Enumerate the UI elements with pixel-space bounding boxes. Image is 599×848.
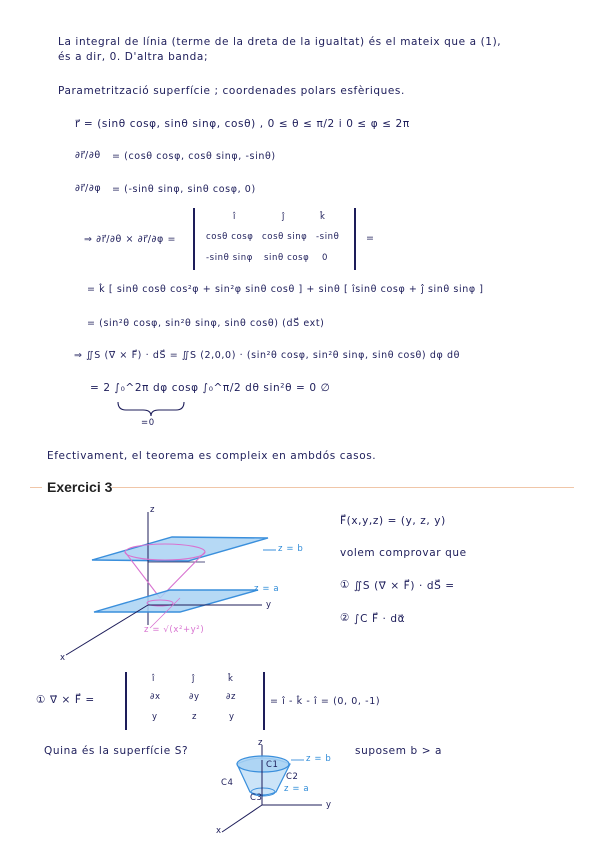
assumption-text: suposem b > a [355,745,443,757]
cross-m-1-1: î [233,212,236,222]
curl-m-2-1: ∂x [150,692,161,702]
curl-lhs: ① ∇⃗ × F⃗ = [36,694,95,706]
curl-m-3-2: z [192,712,198,722]
cross-m-2-1: cosθ cosφ [206,232,254,242]
cross-equals: = [366,233,375,244]
item-2-expression: ∫C F⃗ · dα⃗ [354,613,406,625]
item-2-label: ② [340,612,351,624]
parametrization-heading: Parametrització superfície ; coordenades polars esfèriques. [58,85,405,97]
fig1-x-axis: x [60,653,66,663]
fig2-c4-label: C4 [221,778,234,788]
section-title: Exercici 3 [47,479,113,495]
fig2-c2-label: C2 [286,772,299,782]
fig2-c3-label: C3 [250,793,263,803]
partial-phi-lhs: ∂r⃗/∂φ [75,183,102,194]
cross-m-2-3: -sinθ [316,232,340,242]
fig2-top-label: z = b [306,754,332,764]
fig1-z-axis: z [150,505,156,515]
cross-m-2-2: cosθ sinφ [262,232,308,242]
cross-m-3-2: sinθ cosφ [264,253,310,263]
fig1-y-axis: y [266,600,272,610]
fig2-c1-label: C1 [266,760,279,770]
cross-m-3-3: 0 [322,253,329,263]
item-1-label: ① [340,579,351,591]
partial-theta-rhs: = (cosθ cosφ, cosθ sinφ, -sinθ) [112,151,276,162]
fig1-plane-top-label: z = b [278,544,304,554]
final-integral-line: = 2 ∫₀^2π dφ cosφ ∫₀^π/2 dθ sin²θ = 0 ∅ [90,382,331,394]
cross-m-1-2: ĵ [282,212,285,222]
conclusion-text: Efectivament, el teorema es compleix en ambdós casos. [47,450,377,462]
surface-integral-line: ⇒ ∬S (∇⃗ × F⃗) · dS⃗ = ∬S (2,0,0) · (sin²θ cosφ, sin²θ sinφ, sinθ cosθ) dφ dθ [74,350,461,361]
position-vector: r⃗ = (sinθ cosφ, sinθ sinφ, cosθ) , 0 ≤ θ ≤ π/2 i 0 ≤ φ ≤ 2π [75,118,410,130]
intro-line-1: La integral de línia (terme de la dreta de la igualtat) és el mateix que a (1), [58,36,502,48]
underbrace-value: =0 [141,418,155,428]
fig2-x-axis: x [216,826,222,836]
item-1-expression: ∬S (∇⃗ × F⃗) · dS⃗ = [354,580,455,592]
surface-question: Quina és la superfície S? [44,745,189,757]
intro-line-2: és a dir, 0. D'altra banda; [58,51,209,63]
partial-phi-rhs: = (-sinθ sinφ, sinθ cosφ, 0) [112,184,256,195]
curl-result: = î - k̂ - î = (0, 0, -1) [270,696,381,707]
curl-m-1-3: k̂ [228,674,234,684]
partial-theta-lhs: ∂r⃗/∂θ [75,150,101,161]
fig2-bottom-label: z = a [284,784,310,794]
expansion-line: = k̂ [ sinθ cosθ cos²φ + sin²φ sinθ cosθ ] + sinθ [ îsinθ cosφ + ĵ sinθ sinφ ] [87,284,484,295]
curl-m-3-1: y [152,712,158,722]
cross-m-3-1: -sinθ sinφ [206,253,253,263]
curl-m-3-3: y [229,712,235,722]
result-vector: = (sin²θ cosφ, sin²θ sinφ, sinθ cosθ) (dS⃗ ext) [87,318,325,329]
curl-m-2-2: ∂y [189,692,200,702]
curl-m-1-1: î [152,674,155,684]
fig1-plane-bottom-label: z = a [254,584,280,594]
fig2-z-axis: z [258,738,264,748]
verify-text: volem comprovar que [340,547,467,559]
cross-product-lhs: ⇒ ∂r⃗/∂θ × ∂r⃗/∂φ = [84,234,177,245]
cross-m-1-3: k̂ [320,212,326,222]
curl-m-2-3: ∂z [226,692,237,702]
field-definition: F⃗(x,y,z) = (y, z, y) [340,515,446,527]
curl-m-1-2: ĵ [192,674,195,684]
fig2-y-axis: y [326,800,332,810]
fig1-cone-label: z = √(x²+y²) [144,625,205,635]
